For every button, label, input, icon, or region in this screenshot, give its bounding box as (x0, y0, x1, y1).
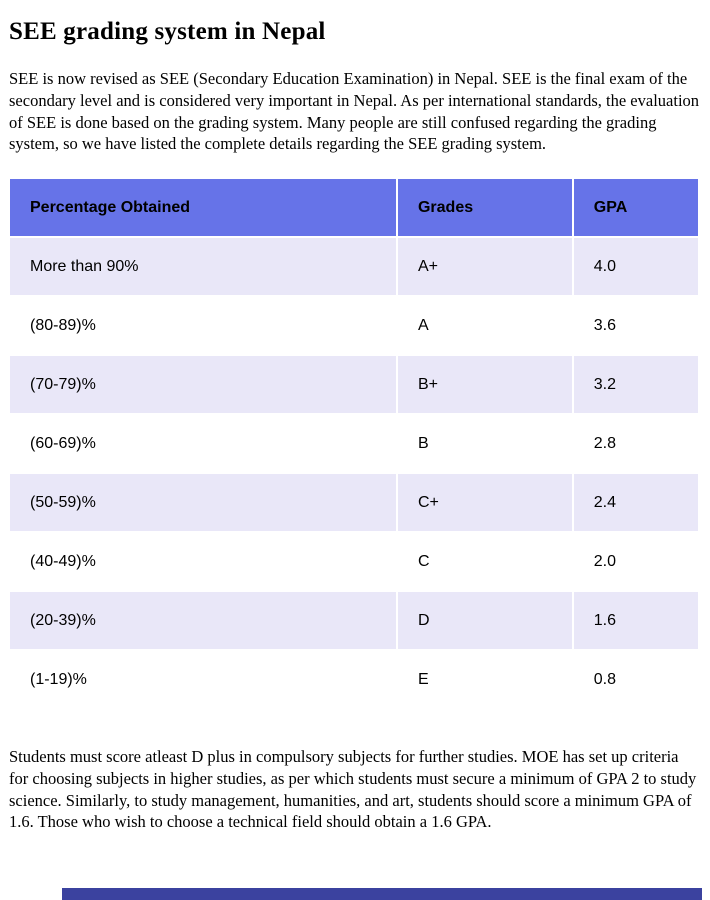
table-row (10, 297, 698, 354)
table-cell-gpa: 3.2 (574, 356, 698, 413)
intro-paragraph: SEE is now revised as SEE (Secondary Education Examination) in Nepal. SEE is the final exam of the secondary level and is considered very important in Nepal. As per international standards, the evaluation of SEE is done based on the grading system. Many people are still confused regarding the grading system, so we have listed the complete details regarding the SEE grading system. (9, 69, 700, 154)
table-cell-percentage: (70-79)% (10, 356, 396, 413)
table-cell-gpa: 4.0 (574, 238, 698, 295)
table-cell-gpa: 2.4 (574, 474, 698, 531)
column-header-percentage: Percentage Obtained (10, 179, 396, 236)
partial-bottom-bar (62, 888, 702, 900)
page-title: SEE grading system in Nepal (9, 18, 326, 45)
table-cell-grade: B+ (398, 356, 572, 413)
table-header-row (10, 179, 698, 236)
table-cell-percentage: (20-39)% (10, 592, 396, 649)
outro-paragraph: Students must score atleast D plus in compulsory subjects for further studies. MOE has set up criteria for choosing subjects in higher studies, as per which students must secure a minimum of GPA 2 to study science. Similarly, to study management, humanities, and art, students should score a minimum GPA of 1.6. Those who wish to choose a technical field should obtain a 1.6 GPA. (9, 747, 697, 832)
table-cell-percentage: (50-59)% (10, 474, 396, 531)
table-cell-gpa: 2.8 (574, 415, 698, 472)
grading-table (8, 177, 700, 710)
table-row (10, 651, 698, 708)
table-cell-grade: C (398, 533, 572, 590)
table-row (10, 356, 698, 413)
table-cell-grade: A (398, 297, 572, 354)
table-cell-grade: E (398, 651, 572, 708)
table-cell-percentage: (1-19)% (10, 651, 396, 708)
table-row (10, 474, 698, 531)
table-cell-grade: A+ (398, 238, 572, 295)
table-cell-percentage: (60-69)% (10, 415, 396, 472)
table-cell-grade: B (398, 415, 572, 472)
table-row (10, 238, 698, 295)
column-header-gpa: GPA (574, 179, 698, 236)
table-cell-percentage: (80-89)% (10, 297, 396, 354)
table-row (10, 533, 698, 590)
table-cell-grade: C+ (398, 474, 572, 531)
table-cell-gpa: 0.8 (574, 651, 698, 708)
table-cell-gpa: 1.6 (574, 592, 698, 649)
table-cell-grade: D (398, 592, 572, 649)
table-row (10, 592, 698, 649)
table-cell-gpa: 3.6 (574, 297, 698, 354)
table-cell-gpa: 2.0 (574, 533, 698, 590)
table-cell-percentage: More than 90% (10, 238, 396, 295)
table-row (10, 415, 698, 472)
column-header-grades: Grades (398, 179, 572, 236)
table-cell-percentage: (40-49)% (10, 533, 396, 590)
